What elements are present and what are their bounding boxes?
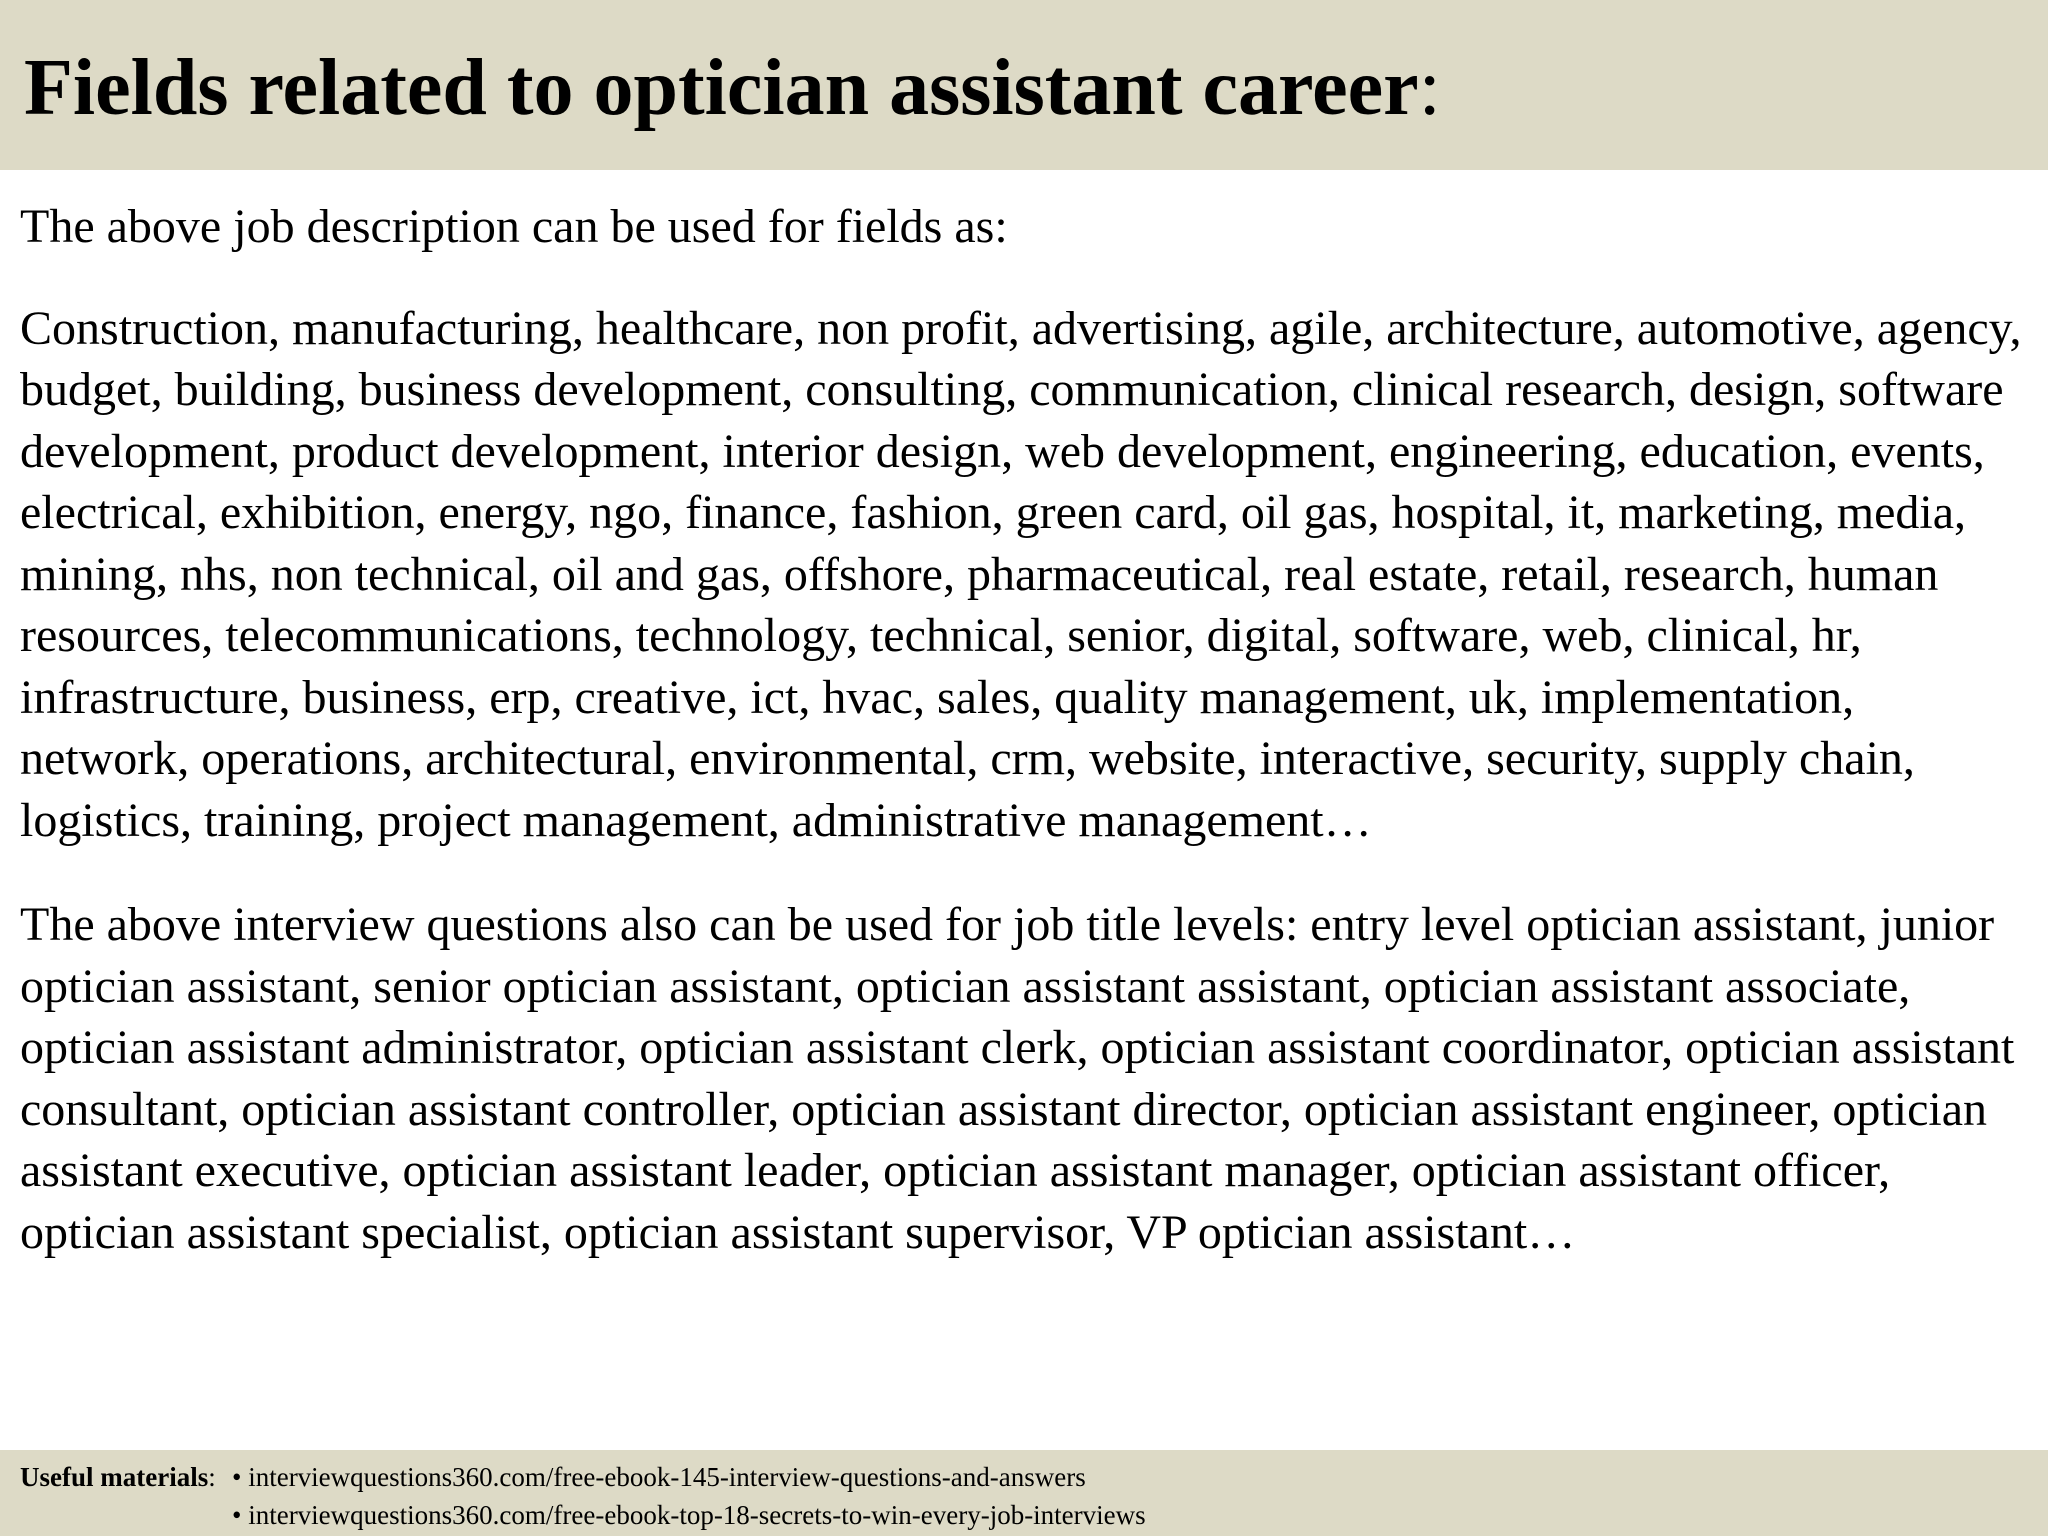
job-titles-paragraph: The above interview questions also can be used for job title levels: entry level optician assistant, junior optician assistant, senior optician assistant, optician assistant assistant, optician assistant associate, optician assistant administrator, optician assistant clerk, optician assistant coordinator, optician assistant consultant, optician assistant controller, optician assistant director, optician assistant engineer, optician assistant executive, optician assistant leader, optician assistant manager, optician assistant officer, optician assistant specialist, optician assistant supervisor, VP optician assistant… xyxy=(20,898,2015,1259)
page-title-text: Fields related to optician assistant career xyxy=(24,44,1419,132)
intro-text: The above job description can be used for fields as: xyxy=(20,200,1008,253)
footer-link-ebook-top-18[interactable]: • interviewquestions360.com/free-ebook-top-18-secrets-to-win-every-job-interviews xyxy=(232,1500,1146,1530)
slide-content xyxy=(20,196,2030,1263)
title-bar xyxy=(0,0,2048,170)
fields-list-paragraph: Construction, manufacturing, healthcare, non profit, advertising, agile, architecture, automotive, agency, budget, building, business development, consulting, communication, clinical research, design, software development, product development, interior design, web development, engineering, education, events, electrical, exhibition, energy, ngo, finance, fashion, green card, oil gas, hospital, it, marketing, media, mining, nhs, non technical, oil and gas, offshore, pharmaceutical, real estate, retail, research, human resources, telecommunications, technology, technical, senior, digital, software, web, clinical, hr, infrastructure, business, erp, creative, ict, hvac, sales, quality management, uk, implementation, network, operations, architectural, environmental, crm, website, interactive, security, supply chain, logistics, training, project management, administrative management… xyxy=(20,301,2022,847)
useful-materials-separator: : xyxy=(208,1462,216,1492)
page-title xyxy=(24,38,1441,138)
useful-materials-label xyxy=(20,1458,216,1496)
useful-materials-heading: Useful materials xyxy=(20,1462,209,1492)
footer-link-ebook-145[interactable]: • interviewquestions360.com/free-ebook-145-interview-questions-and-answers xyxy=(232,1462,1086,1492)
page-title-colon: : xyxy=(1418,44,1441,132)
footer-bar xyxy=(0,1450,2048,1536)
useful-materials-links xyxy=(232,1458,1146,1534)
